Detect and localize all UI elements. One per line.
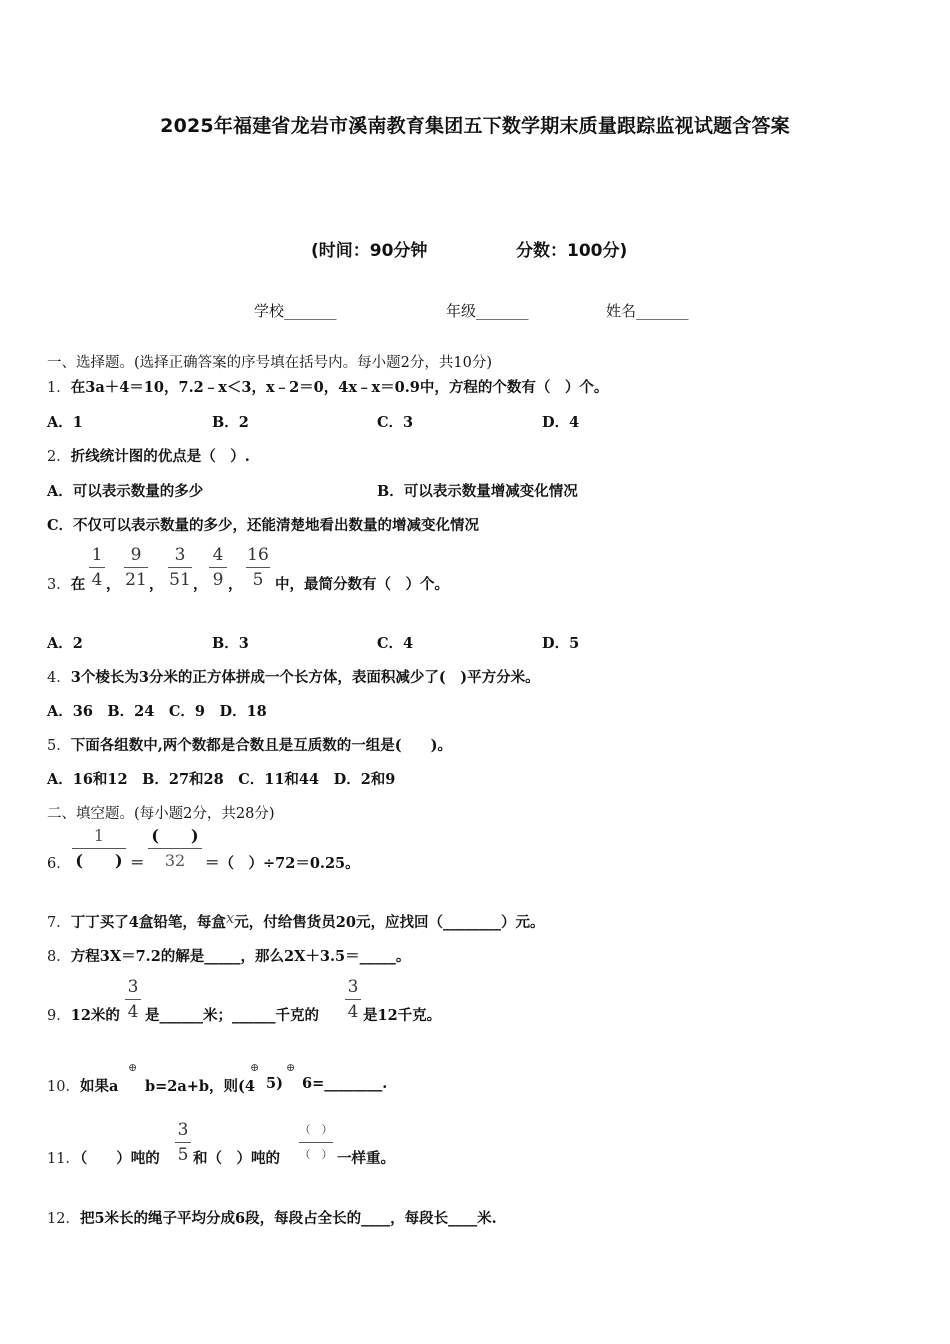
question-number: 7． — [47, 915, 71, 931]
name-field: 姓名_______ — [606, 302, 689, 320]
question-text-2: 是______米；______千克的 — [145, 1007, 319, 1024]
q3-option-a: A．2 — [47, 635, 83, 652]
q3-option-b: B．3 — [212, 635, 249, 652]
q2-option-b: B．可以表示数量增减变化情况 — [377, 483, 578, 500]
q1-option-b: B．2 — [212, 414, 249, 431]
question-lead: 在 — [70, 576, 86, 593]
question-text: 如果a — [79, 1078, 119, 1095]
question-text: （ ）吨的 — [79, 1150, 160, 1167]
q3-option-d: D．5 — [542, 635, 580, 652]
question-text: 12米的 — [70, 1007, 120, 1024]
q1-option-c: C．3 — [377, 414, 414, 431]
question-number: 5． — [47, 738, 71, 754]
question-text: 丁丁买了4盒铅笔，每盒 — [70, 914, 226, 931]
question-8 — [47, 945, 410, 966]
q1-option-a: A．1 — [47, 414, 83, 431]
fraction-1-4: 1 4 — [89, 545, 105, 590]
q1-option-d: D．4 — [542, 414, 580, 431]
q4-options: A．36 B．24 C．9 D．18 — [47, 703, 267, 720]
question-text-2: 元，付给售货员20元，应找回（________）元。 — [234, 914, 545, 931]
question-text: ＝（ ）÷72＝0.25。 — [205, 855, 360, 872]
circled-plus-icon: ⊕ — [286, 1061, 296, 1074]
question-5 — [47, 734, 452, 755]
fraction-blank-blank: （ ） （ ） — [299, 1123, 333, 1161]
question-7 — [47, 911, 544, 932]
variable-x: x — [225, 909, 235, 927]
question-2 — [47, 445, 250, 466]
question-number: 3． — [47, 577, 71, 593]
fraction-3-5: 3 5 — [175, 1120, 191, 1165]
fraction-9-21: 9 21 — [125, 545, 147, 590]
question-12 — [47, 1207, 497, 1228]
question-number: 9． — [47, 1008, 71, 1024]
section2-heading: 二、填空题。(每小题2分，共28分) — [47, 806, 275, 822]
question-number: 4． — [47, 670, 71, 686]
q2-option-a: A．可以表示数量的多少 — [47, 483, 204, 500]
question-number: 10． — [47, 1079, 80, 1095]
circled-plus-icon: ⊕ — [250, 1061, 260, 1074]
fraction-3-4-b: 3 4 — [345, 977, 361, 1022]
question-4 — [47, 666, 540, 687]
fraction-1-blank: 1 ( ) — [72, 826, 126, 871]
comma: ， — [193, 576, 208, 593]
question-1 — [47, 376, 608, 397]
question-text: 中，最简分数有（ ）个。 — [275, 576, 449, 593]
question-number: 1． — [47, 380, 71, 396]
question-number: 11． — [47, 1151, 80, 1167]
question-number: 12． — [47, 1211, 80, 1227]
exam-time: (时间：90分钟 — [311, 241, 428, 261]
comma: ， — [149, 576, 164, 593]
question-text-2: 和（ ）吨的 — [193, 1150, 280, 1167]
comma: ， — [106, 576, 121, 593]
school-field: 学校_______ — [254, 302, 337, 320]
fraction-4-9: 4 9 — [209, 545, 227, 590]
page-title: 2025年福建省龙岩市溪南教育集团五下数学期末质量跟踪监视试题含答案 — [160, 115, 790, 137]
question-text: 把5米长的绳子平均分成6段，每段占全长的____，每段长____米. — [79, 1210, 497, 1227]
question-11 — [47, 1147, 160, 1168]
q2-option-c: C．不仅可以表示数量的多少，还能清楚地看出数量的增减变化情况 — [47, 517, 480, 534]
question-text: 下面各组数中,两个数都是合数且是互质数的一组是( )。 — [70, 737, 453, 754]
fraction-16-5: 16 5 — [247, 545, 269, 590]
question-text-3: 一样重。 — [337, 1150, 395, 1167]
fraction-blank-32: ( ) 32 — [148, 826, 202, 871]
question-text: 在3a＋4＝10，7.2﹣x＜3，x﹣2＝0，4x﹣x＝0.9中，方程的个数有（ ）个。 — [70, 379, 609, 396]
question-10 — [47, 1075, 118, 1096]
question-text: 方程3X＝7.2的解是_____，那么2X＋3.5＝_____。 — [70, 948, 411, 965]
equals: ＝ — [130, 855, 145, 872]
circled-plus-icon: ⊕ — [128, 1061, 138, 1074]
question-text: 3个棱长为3分米的正方体拼成一个长方体，表面积减少了( )平方分米。 — [70, 669, 540, 686]
question-6-number: 6． — [47, 856, 71, 872]
grade-field: 年级_______ — [446, 302, 529, 320]
fraction-3-51: 3 51 — [169, 545, 191, 590]
comma: ， — [228, 576, 243, 593]
question-text-3: 是12千克。 — [363, 1007, 442, 1024]
q5-options: A．16和12 B．27和28 C．11和44 D．2和9 — [47, 771, 396, 788]
section1-heading: 一、选择题。(选择正确答案的序号填在括号内。每小题2分，共10分) — [47, 355, 492, 371]
fraction-3-4-a: 3 4 — [125, 977, 141, 1022]
question-text-2: b=2a+b，则(4 — [145, 1078, 256, 1095]
question-3 — [47, 573, 85, 594]
question-number: 2． — [47, 449, 71, 465]
question-number: 8． — [47, 949, 71, 965]
exam-score: 分数：100分) — [516, 241, 628, 261]
question-text-4: 6=________. — [302, 1075, 388, 1092]
question-9 — [47, 1004, 120, 1025]
q3-option-c: C．4 — [377, 635, 414, 652]
question-text-3: 5) — [266, 1075, 283, 1092]
question-text: 折线统计图的优点是（ ）. — [70, 448, 250, 465]
